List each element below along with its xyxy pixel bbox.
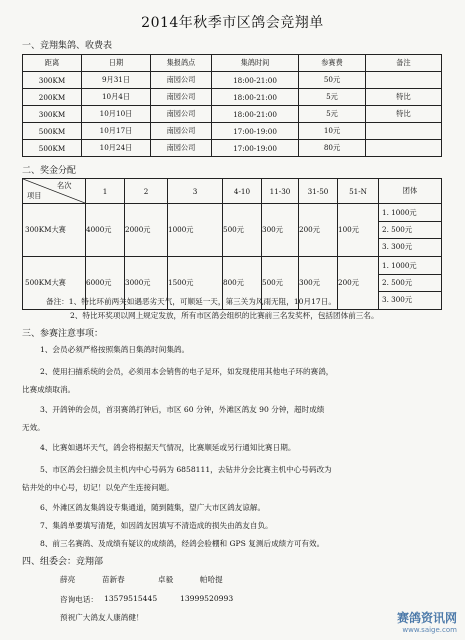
table-cell: 5元 [299, 89, 366, 106]
diagonal-line [23, 179, 85, 203]
header-cell: 团体 [379, 179, 442, 204]
table-cell: 6000元 [86, 257, 125, 310]
table-cell: 800元 [223, 257, 262, 310]
table-cell: 200KM [23, 89, 82, 106]
table-cell: 500KM [23, 140, 82, 157]
committee-member: 卓毅 [158, 575, 174, 584]
corner-rank-label: 名次 [57, 181, 72, 190]
team-prize-item: 2. 500元 [379, 222, 441, 239]
table-cell: 100元 [338, 204, 379, 257]
table-cell: 10月10日 [82, 106, 151, 123]
header-cell: 距离 [23, 55, 82, 72]
header-cell: 集鸽时间 [212, 55, 299, 72]
committee-member: 苗新春 [102, 575, 125, 584]
rule-line: 8、前三名赛鸽、及成绩有疑议的成绩鸽，经鸽会验棚和 GPS 复测后成绩方可有效。 [40, 539, 325, 548]
page-title: 2014年秋季市区鸽会竞翔单 [141, 15, 324, 31]
table-cell [366, 72, 442, 89]
rule-line: 比赛成绩取消。 [22, 385, 76, 394]
section-rules-heading: 三、参赛注意事项： [22, 329, 104, 339]
rule-line: 无效。 [22, 423, 45, 432]
table-cell: 10元 [299, 123, 366, 140]
section-schedule-heading: 一、竞翔集鸽、收费表 [22, 41, 113, 51]
contact-phone: 13999520993 [180, 594, 234, 603]
table-cell: 300KM [23, 106, 82, 123]
rule-line: 1、会员必须严格按照集鸽日集鸽时间集鸽。 [40, 345, 190, 354]
table-row [23, 140, 442, 157]
committee-member: 薛亮 [60, 575, 76, 584]
table-cell: 10月4日 [82, 89, 151, 106]
table-cell [366, 140, 442, 157]
closing-message: 预祝广大鸽友人康鸽健！ [60, 613, 144, 622]
table-cell: 10月24日 [82, 140, 151, 157]
table-cell: 3000元 [125, 257, 168, 310]
table-cell: 1500元 [168, 257, 223, 310]
team-prize-cell [379, 257, 442, 310]
table-cell: 300KM [23, 72, 82, 89]
table-cell: 特比 [366, 89, 442, 106]
table-cell: 500元 [262, 257, 299, 310]
table-cell: 南园公司 [151, 106, 212, 123]
header-cell: 3 [168, 179, 223, 204]
table-cell: 南园公司 [151, 89, 212, 106]
table-cell: 17:00-19:00 [212, 123, 299, 140]
table-cell: 300元 [262, 204, 299, 257]
rule-line: 7、集鸽单要填写清楚，如因鸽友因填写不清造成的损失由鸽友自负。 [40, 521, 273, 530]
header-cell: 31-50 [299, 179, 338, 204]
table-cell: 500KM [23, 123, 82, 140]
team-prize-item: 2. 500元 [379, 275, 441, 292]
team-prize-cell [379, 204, 442, 257]
table-cell: 300元 [299, 257, 338, 310]
team-prize-item: 1. 1000元 [379, 258, 441, 275]
header-cell: 备注 [366, 55, 442, 72]
table-cell: 18:00-21:00 [212, 89, 299, 106]
table-cell: 200元 [299, 204, 338, 257]
table-row [23, 123, 442, 140]
header-cell: 4-10 [223, 179, 262, 204]
section-committee-heading: 四、组委会：竞翔部 [22, 557, 104, 567]
prize-note-1: 备注：1、特比环前两关如遇恶劣天气，可顺延一天，第三关为风雨无阻，10月17日。 [46, 297, 336, 306]
schedule-table [22, 54, 442, 157]
table-cell: 500元 [223, 204, 262, 257]
table-cell: 50元 [299, 72, 366, 89]
table-cell: 1000元 [168, 204, 223, 257]
table-header-row [23, 179, 442, 204]
table-cell: 南园公司 [151, 140, 212, 157]
header-cell: 日期 [82, 55, 151, 72]
rule-line: 4、比赛如遇坏天气，鸽会将根据天气情况，比赛顺延或另行通知比赛日期。 [40, 443, 296, 452]
table-cell: 200元 [338, 257, 379, 310]
table-cell: 9月31日 [82, 72, 151, 89]
table-row [23, 204, 442, 257]
header-cell: 11-30 [262, 179, 299, 204]
table-cell: 5元 [299, 106, 366, 123]
section-prize-heading: 二、奖金分配 [22, 166, 77, 176]
committee-member: 帕哈提 [200, 575, 223, 584]
table-cell: 4000元 [86, 204, 125, 257]
contact-phone: 13579515445 [104, 594, 158, 603]
team-prize-item: 3. 300元 [382, 242, 413, 251]
prize-note-2: 2、特比环奖项以网上规定发放，所有市区鸽会组织的比赛前三名发奖杯，包括团体前三名。 [70, 311, 379, 320]
rule-line: 6、外滩区鸽友集鸽设专集通道，随到随集，望广大市区鸽友谅解。 [40, 503, 266, 512]
header-cell: 2 [125, 179, 168, 204]
header-cell: 1 [86, 179, 125, 204]
team-prize-list [379, 205, 441, 255]
table-row [23, 72, 442, 89]
table-cell: 18:00-21:00 [212, 72, 299, 89]
row-label: 300KM大赛 [23, 204, 86, 257]
site-watermark [397, 609, 457, 634]
team-prize-item: 3. 300元 [382, 295, 413, 304]
table-cell [366, 123, 442, 140]
watermark-title: 赛鸽资讯网 [396, 611, 457, 625]
watermark-url: www.saige.com [402, 626, 457, 634]
table-cell: 南园公司 [151, 72, 212, 89]
table-header-row [23, 55, 442, 72]
row-label: 500KM大赛 [23, 257, 86, 310]
table-cell: 特比 [366, 106, 442, 123]
team-prize-item: 1. 1000元 [379, 205, 441, 222]
header-cell: 参赛费 [299, 55, 366, 72]
contact-label: 咨询电话： [60, 595, 98, 604]
table-row [23, 89, 442, 106]
diagonal-header-cell [23, 179, 86, 204]
table-cell: 18:00-21:00 [212, 106, 299, 123]
table-cell: 80元 [299, 140, 366, 157]
table-row [23, 106, 442, 123]
rule-line: 5、市区鸽会扫描会员主机内中心号码为 6858111，去钻井分会比赛主机中心号码改为 [40, 465, 332, 474]
table-cell: 17:00-19:00 [212, 140, 299, 157]
header-cell: 集报鸽点 [151, 55, 212, 72]
corner-item-label: 项目 [27, 191, 42, 200]
rule-line: 2、使用扫描系统的会员，必须用本会销售的电子足环，如发现使用其他电子环的赛鸽， [40, 367, 334, 376]
rule-line: 钻井处的中心号，切记！以免产生连接问题。 [22, 483, 174, 492]
header-cell: 51-N [338, 179, 379, 204]
team-prize-list [379, 258, 441, 308]
table-cell: 2000元 [125, 204, 168, 257]
table-cell: 10月17日 [82, 123, 151, 140]
rule-line: 3、开鸽钟的会员，首羽赛鸽打钟后，市区 60 分钟，外滩区鸽友 90 分钟，超时成绩 [40, 405, 325, 414]
prize-table [22, 178, 442, 310]
table-cell: 南园公司 [151, 123, 212, 140]
